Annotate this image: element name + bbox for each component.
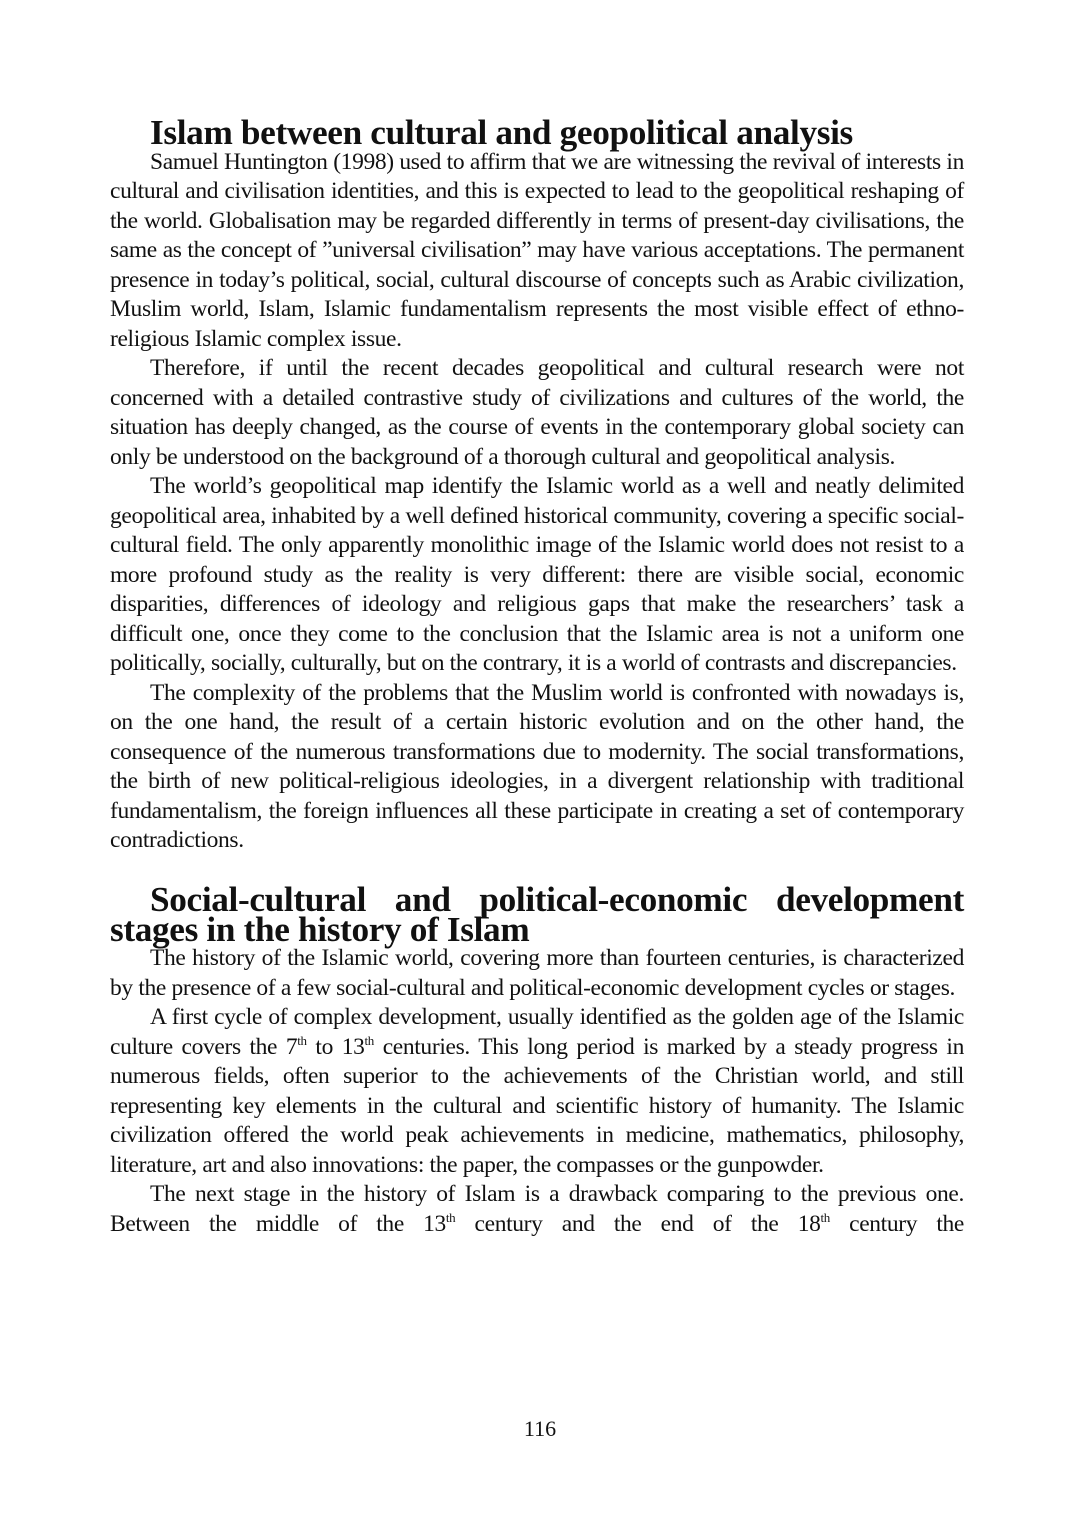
paragraph-golden-age: [110, 1003, 964, 1180]
text-run: centuries. This long period is marked by a steady progress in numerous fields, often superior to the achievements of the Christian world, and still representing key elements in the cultural and scientific history of humanity. The Islamic civilization offered the world peak achievements in medicine, mathematics, philosophy, literature, art and also innovations: the paper, the compasses or the gunpowder.: [110, 1033, 964, 1178]
paragraph: Therefore, if until the recent decades geopolitical and cultural research were not concerned with a detailed contrastive study of civilizations and cultures of the world, the situation has deeply changed, as the course of events in the contemporary global society can only be understood on the background of a thorough cultural and geopolitical analysis.: [110, 355, 964, 470]
page-number: 116: [523, 1416, 557, 1441]
document-page: [110, 113, 964, 1239]
text-run: century and the end of the 18: [455, 1210, 821, 1237]
section-heading-1: Islam between cultural and geopolitical analysis: [150, 113, 853, 152]
paragraph: The world’s geopolitical map identify the Islamic world as a well and neatly delimited geopolitical area, inhabited by a well defined historical community, covering a specific social-cultural field. The only apparently monolithic image of the Islamic world does not resist to a more profound study as the reality is very different: there are visible social, economic disparities, differences of ideology and religious gaps that make the researchers’ task a difficult one, once they come to the conclusion that the Islamic area is not a uniform one politically, socially, culturally, but on the contrary, it is a world of contrasts and discrepancies.: [110, 473, 964, 676]
text-run: century the: [829, 1210, 964, 1237]
paragraph: The complexity of the problems that the Muslim world is confronted with nowadays is, on the one hand, the result of a certain historic evolution and on the other hand, the consequence of the numerous transformations due to modernity. The social transformations, the birth of new political-religious ideologies, in a divergent relationship with traditional fundamentalism, the foreign influences all these participate in creating a set of contemporary contradictions.: [110, 679, 964, 853]
superscript: th: [364, 1032, 374, 1048]
text-run: to 13: [306, 1033, 365, 1060]
paragraph: The history of the Islamic world, covering more than fourteen centuries, is characterized by the presence of a few social-cultural and political-economic development cycles or stages.: [110, 945, 964, 1001]
superscript: th: [445, 1209, 456, 1225]
section-heading-2: Social-cultural and political-economic development stages in the history of Islam: [110, 880, 964, 949]
paragraph: Samuel Huntington (1998) used to affirm that we are witnessing the revival of interests in cultural and civilisation identities, and this is expected to lead to the geopolitical reshaping of the world. Globalisation may be regarded differently in terms of present-day civilisations, the same as the concept of ”universal civilisation” may have various acceptations. The permanent presence in today’s political, social, cultural discourse of concepts such as Arabic civilization, Muslim world, Islam, Islamic fundamentalism represents the most visible effect of ethno-religious Islamic complex issue.: [110, 148, 964, 352]
superscript: th: [297, 1032, 307, 1048]
superscript: th: [820, 1209, 830, 1225]
text-run: The next stage in the history of Islam is a drawback comparing to the previous one. Between the middle of the 13: [110, 1181, 964, 1237]
text-run: A first cycle of complex development, usually identified as the golden age of the Islamic culture covers the 7: [110, 1004, 964, 1060]
paragraph-next-stage: [110, 1180, 964, 1239]
